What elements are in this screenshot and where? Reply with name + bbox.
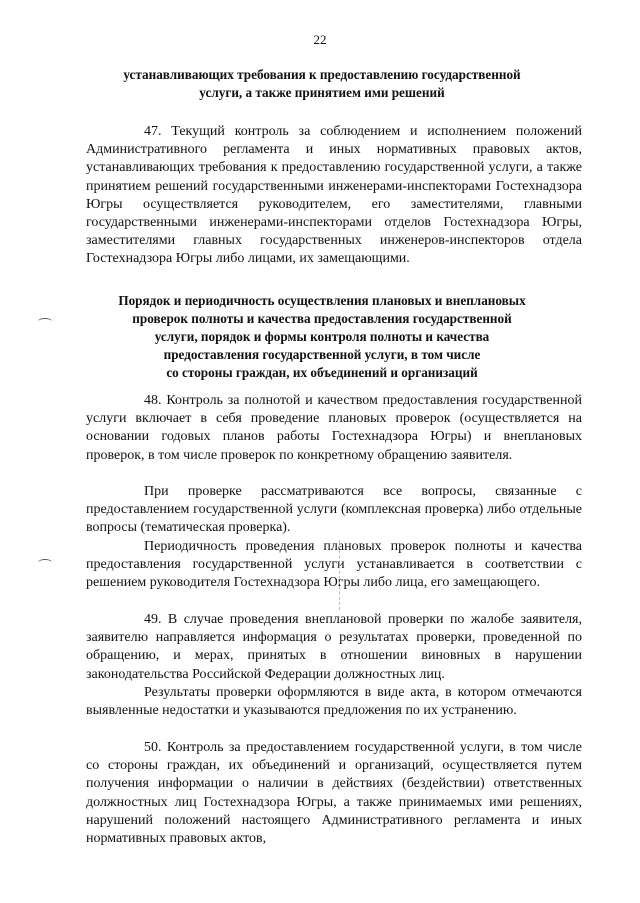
heading-line: предоставления государственной услуги, в том числе [163, 347, 481, 362]
paragraph-48: 48. Контроль за полнотой и качеством предоставления государственной услуги включает в себя проведение плановых проверок (осуществляется на основании годовых планов работы Гостехнадзора Югры) и внеплановых проверок, в том числе проверок по конкретному обращению заявителя. [86, 393, 582, 463]
section-heading-control-decisions [86, 66, 558, 102]
heading-line: устанавливающих требования к предоставлению государственной [123, 67, 521, 82]
heading-line: проверок полноты и качества предоставления государственной [132, 311, 512, 326]
heading-line: услуги, порядок и формы контроля полноты и качества [154, 329, 490, 344]
paragraph-47: 47. Текущий контроль за соблюдением и исполнением положений Административного регламента и иных нормативных правовых актов, устанавливающих требования к предоставлению государственной услуги, а также принятием решений государственными инженерами-инспекторами Гостехнадзора Югры осуществляется руководителем, его заместителями, главными государственными инженерами-инспекторами отделов Гостехнадзора Югры, заместителями главных государственных инженеров-инспекторов отдела Гостехнадзора Югры либо лицами, их замещающими. [86, 124, 582, 267]
heading-line: услуги, а также принятием ими решений [199, 85, 445, 100]
heading-line: со стороны граждан, их объединений и организаций [166, 365, 478, 380]
page-number: 22 [313, 32, 327, 47]
margin-mark [38, 559, 52, 566]
paragraph-49: 49. В случае проведения внеплановой проверки по жалобе заявителя, заявителю направляется информация о результатах проверки, проведенной по обращению, и мерах, принятых в отношении виновных в нарушении законодательства Российской Федерации должностных лиц. [86, 612, 582, 682]
margin-mark [38, 318, 52, 325]
paragraph-49-results: Результаты проверки оформляются в виде акта, в котором отмечаются выявленные недостатки и указываются предложения по их устранению. [86, 685, 582, 719]
paragraph-48-checks: При проверке рассматриваются все вопросы, связанные с предоставлением государственной услуги (комплексная проверка) либо отдельные вопросы (тематическая проверка). [86, 484, 582, 536]
scan-fold-line [339, 540, 340, 610]
paragraph-50: 50. Контроль за предоставлением государственной услуги, в том числе со стороны граждан, их объединений и организаций, осуществляется путем получения информации о наличии в действиях (бездействии) ответственных должностных лиц Гостехнадзора Югры, а также принимаемых ими решениях, нарушений положений настоящего Административного регламента и иных нормативных правовых актов, [86, 740, 582, 847]
paragraph-48-periodicity: Периодичность проведения плановых проверок полноты и качества предоставления государственной услуги устанавливается в соответствии с решением руководителя Гостехнадзора Югры либо лица, его замещающего. [86, 539, 582, 591]
section-heading-inspections [86, 292, 558, 382]
heading-line: Порядок и периодичность осуществления плановых и внеплановых [118, 293, 526, 308]
